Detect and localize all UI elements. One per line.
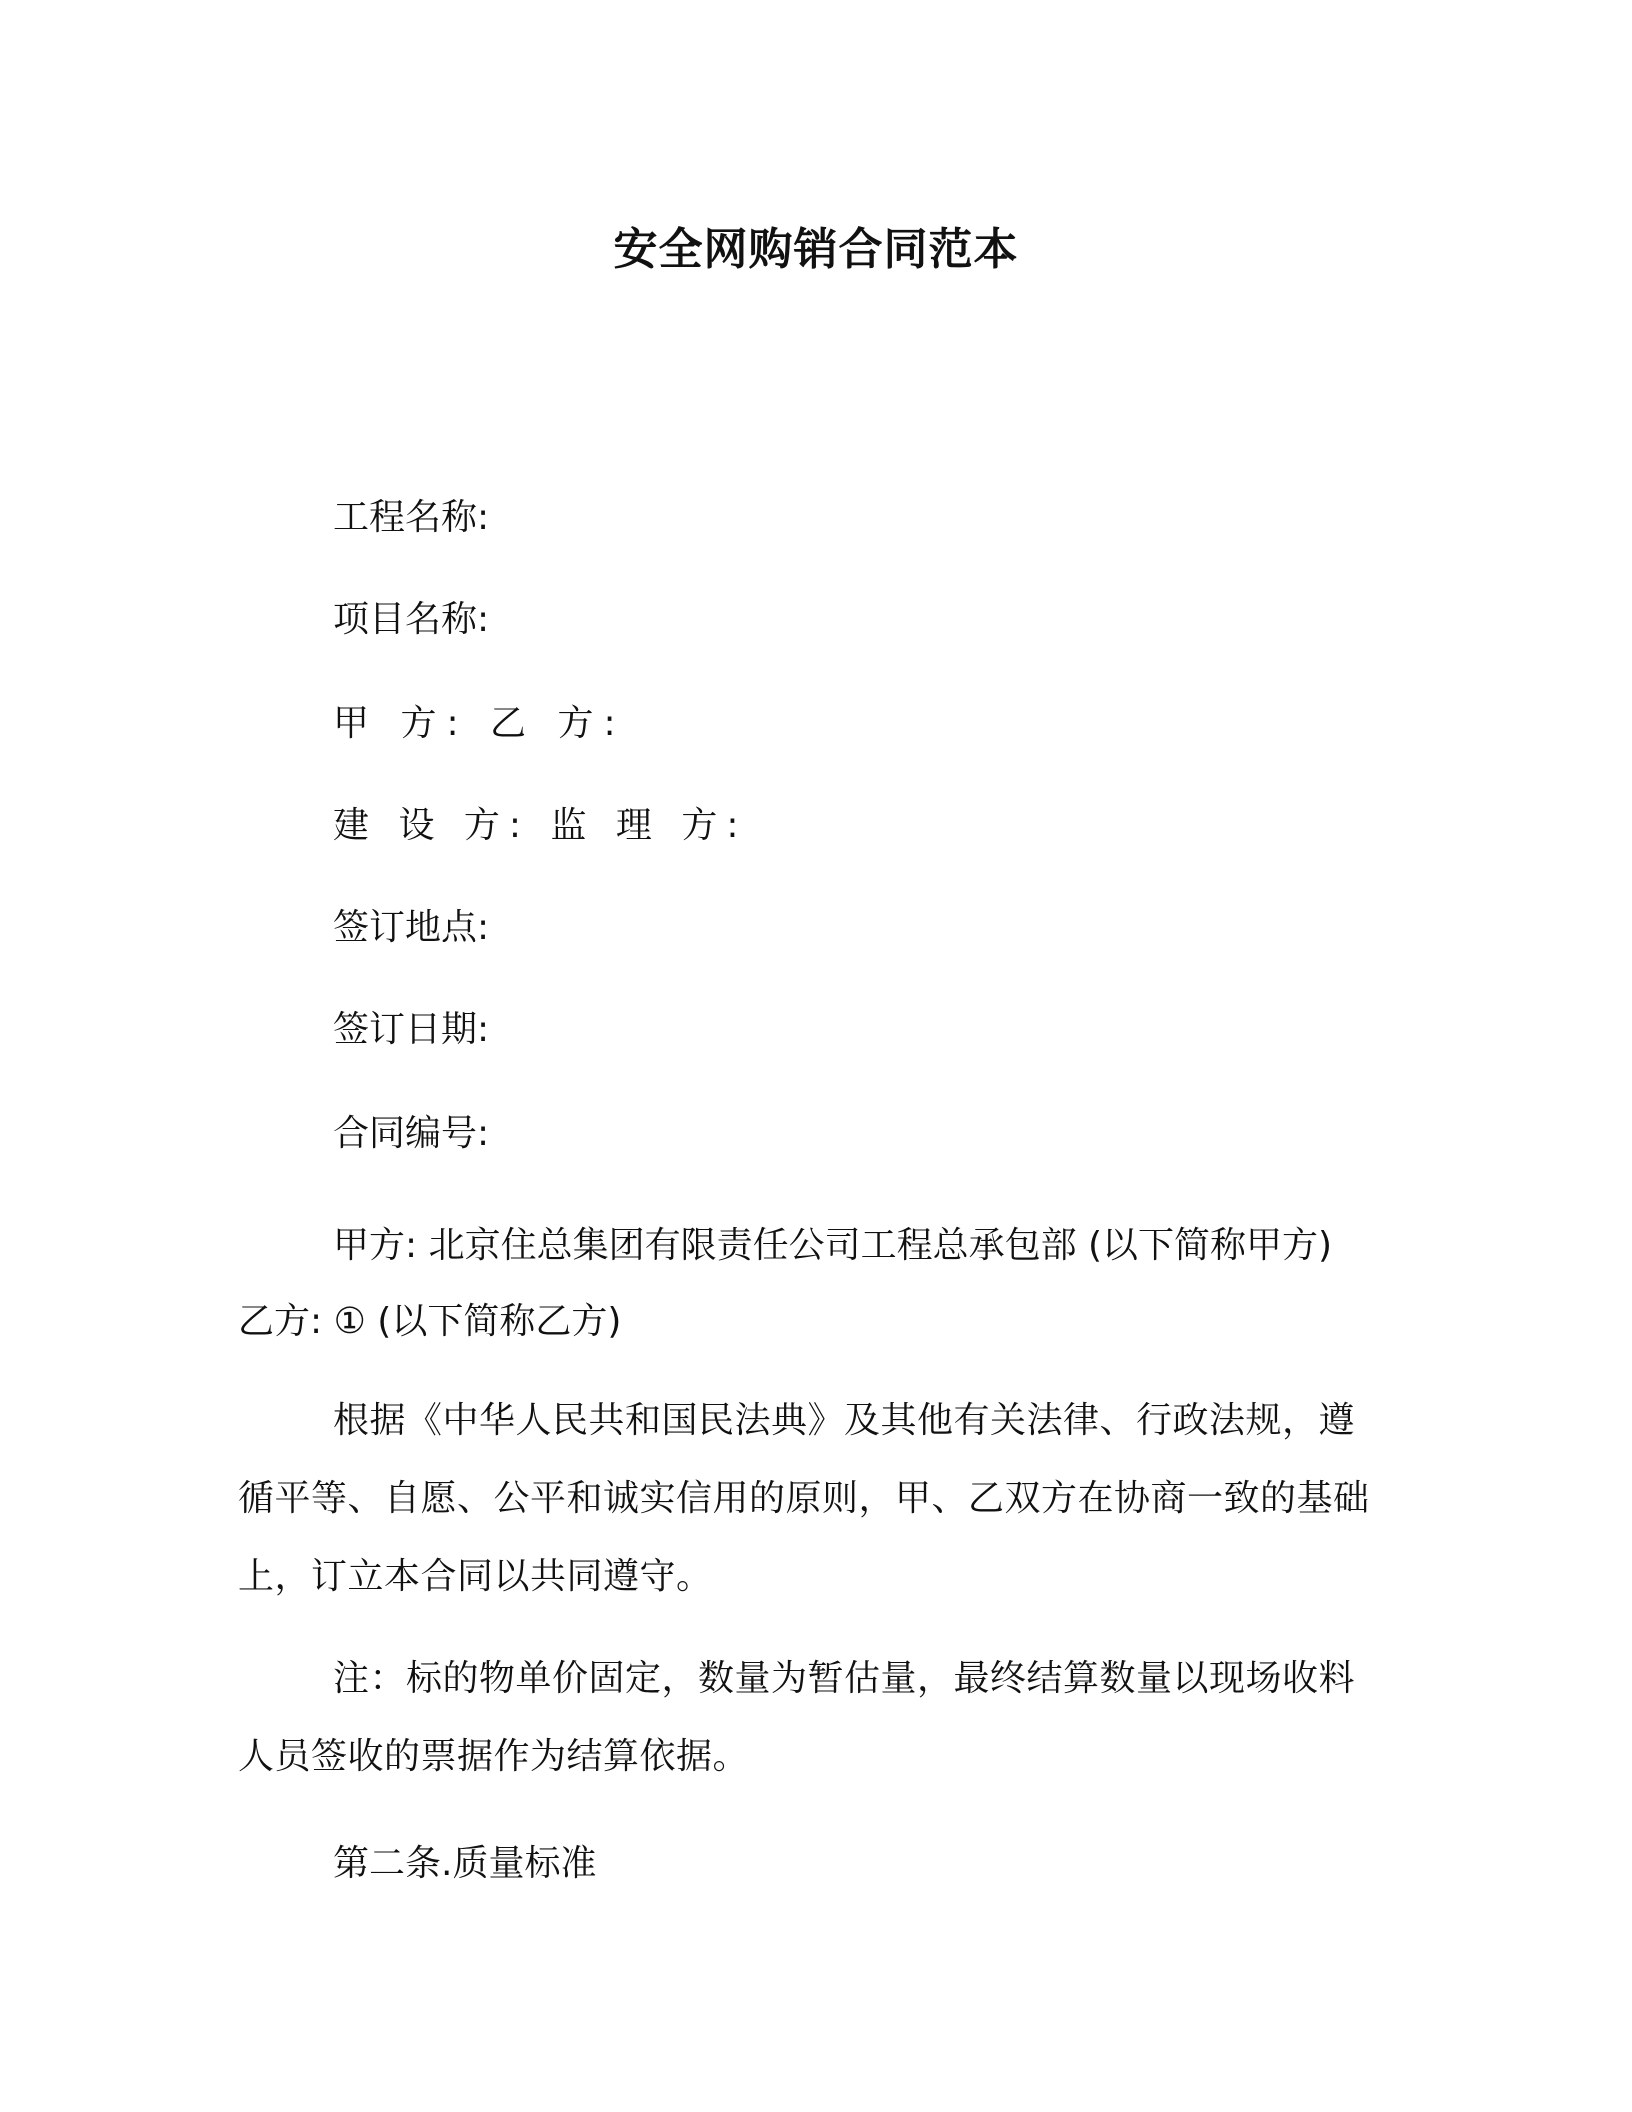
field-parties: 甲 方: 乙 方: <box>333 703 626 744</box>
section-heading-quality: 第二条.质量标准 <box>333 1843 597 1884</box>
field-builder-supervisor: 建 设 方: 监 理 方: <box>333 805 748 846</box>
field-sign-place: 签订地点: <box>333 907 490 948</box>
field-contract-no: 合同编号: <box>333 1113 490 1154</box>
field-item-name: 项目名称: <box>333 599 490 640</box>
paragraph-note: 注：标的物单价固定，数量为暂估量，最终结算数量以现场收料人员签收的票据作为结算依据。 <box>238 1658 1356 1777</box>
field-project-name: 工程名称: <box>333 497 490 538</box>
document-title: 安全网购销合同范本 <box>613 224 1019 275</box>
party-b-line: 乙方: ① (以下简称乙方) <box>238 1301 622 1342</box>
field-sign-date: 签订日期: <box>333 1009 490 1050</box>
paragraph-basis: 根据《中华人民共和国民法典》及其他有关法律、行政法规，遵循平等、自愿、公平和诚实信用的原则，甲、乙双方在协商一致的基础上，订立本合同以共同遵守。 <box>238 1400 1370 1597</box>
party-a-line: 甲方: 北京住总集团有限责任公司工程总承包部 (以下简称甲方) <box>333 1225 1333 1266</box>
